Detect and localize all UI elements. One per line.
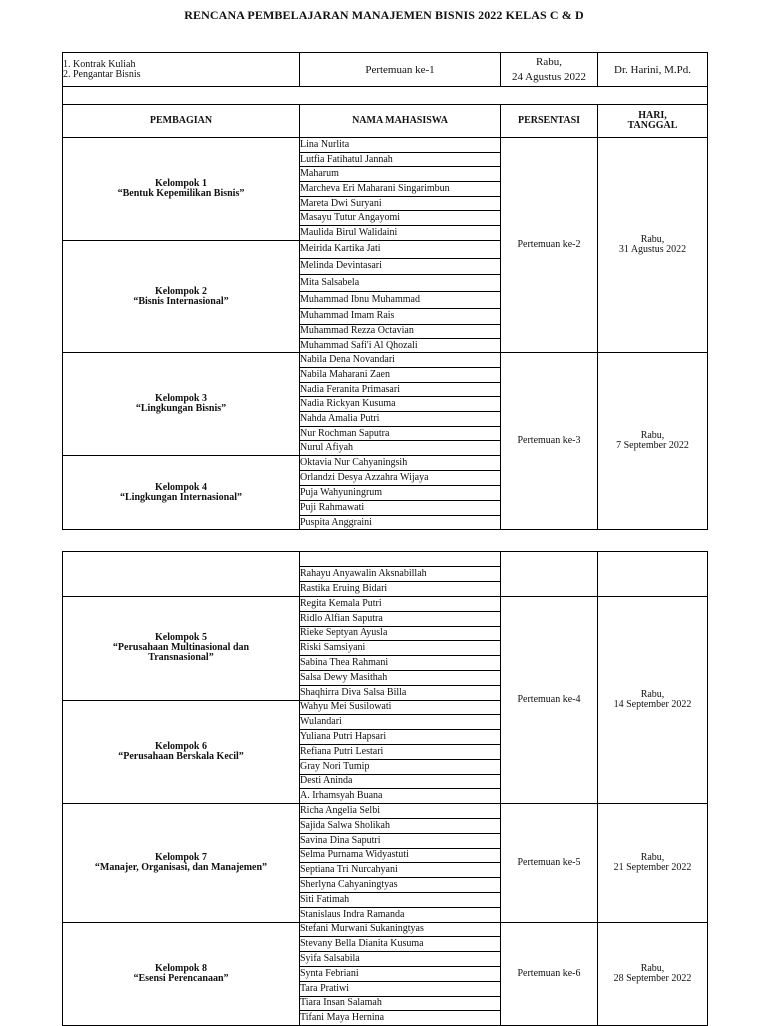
group-name: Kelompok 6 xyxy=(155,740,207,752)
student-name: Tiara Insan Salamah xyxy=(300,996,501,1011)
meeting-m3: Pertemuan ke-3 xyxy=(501,353,598,530)
empty-date-cell xyxy=(598,552,708,597)
intro-date xyxy=(501,53,598,87)
student-name: Richa Angelia Selbi xyxy=(300,804,501,819)
table-row xyxy=(63,353,708,368)
student-name: Nabila Dena Novandari xyxy=(300,353,501,368)
student-name: Oktavia Nur Cahyaningsih xyxy=(300,456,501,471)
student-name: Mareta Dwi Suryani xyxy=(300,196,501,211)
student-name: Ridlo Alfian Saputra xyxy=(300,611,501,626)
group-cell-g7 xyxy=(63,804,300,922)
student-name: Gray Nori Tumip xyxy=(300,759,501,774)
intro-topic-2: 2. Pengantar Bisnis xyxy=(63,68,141,80)
meeting-m4: Pertemuan ke-4 xyxy=(501,597,598,804)
student-name: Nadia Rickyan Kusuma xyxy=(300,397,501,412)
empty-meeting-cell xyxy=(501,552,598,597)
header-hari-tanggal xyxy=(598,105,708,138)
meeting-m5: Pertemuan ke-5 xyxy=(501,804,598,922)
schedule-table-2 xyxy=(62,551,708,1026)
student-name: Sabina Thea Rahmani xyxy=(300,656,501,671)
student-name: Muhammad Imam Rais xyxy=(300,308,501,324)
date-value: 31 Agustus 2022 xyxy=(618,244,687,256)
date-value: 21 September 2022 xyxy=(613,861,692,873)
student-name: Muhammad Rezza Octavian xyxy=(300,324,501,338)
student-name: Melinda Devintasari xyxy=(300,258,501,274)
group-cell-g8 xyxy=(63,922,300,1026)
schedule-table-1 xyxy=(62,52,708,530)
student-name: Tara Pratiwi xyxy=(300,981,501,996)
student-name: Lina Nurlita xyxy=(300,138,501,153)
group-topic: “Esensi Perencanaan” xyxy=(133,972,229,984)
header-row xyxy=(63,105,708,138)
student-name: Maulida Birul Walidaini xyxy=(300,226,501,241)
student-name: Nur Rochman Saputra xyxy=(300,426,501,441)
student-name: Meirida Kartika Jati xyxy=(300,240,501,258)
student-name: Stevany Bella Dianita Kusuma xyxy=(300,937,501,952)
student-name: Nabila Maharani Zaen xyxy=(300,368,501,383)
intro-day: Rabu, xyxy=(536,55,562,68)
student-name: Desti Aninda xyxy=(300,774,501,789)
student-name: Refiana Putri Lestari xyxy=(300,744,501,759)
student-name: Wulandari xyxy=(300,715,501,730)
date-m5 xyxy=(598,804,708,922)
student-name: Savina Dina Saputri xyxy=(300,833,501,848)
intro-meeting: Pertemuan ke-1 xyxy=(300,53,501,87)
group-name: Kelompok 3 xyxy=(155,393,207,405)
group-name: Kelompok 7 xyxy=(155,851,207,863)
student-name: Regita Kemala Putri xyxy=(300,597,501,612)
student-name: Maharum xyxy=(300,167,501,182)
student-name: A. Irhamsyah Buana xyxy=(300,789,501,804)
spacer-cell xyxy=(63,87,708,105)
group-topic: “Bisnis Internasional” xyxy=(133,295,229,307)
student-name: Septiana Tri Nurcahyani xyxy=(300,863,501,878)
group-topic: “Perusahaan Berskala Kecil” xyxy=(118,750,244,762)
date-day: Rabu, xyxy=(640,689,665,701)
student-name: Nadia Feranita Primasari xyxy=(300,382,501,397)
group-cell-g2 xyxy=(63,240,300,353)
intro-topic-1: 1. Kontrak Kuliah xyxy=(63,58,136,70)
group-cell-g6 xyxy=(63,700,300,804)
student-name: Selma Purnama Widyastuti xyxy=(300,848,501,863)
group-topic-line-1: “Perusahaan Multinasional dan xyxy=(112,642,250,654)
date-value: 14 September 2022 xyxy=(613,699,692,711)
group-topic: “Bentuk Kepemilikan Bisnis” xyxy=(117,187,245,199)
group-name: Kelompok 5 xyxy=(155,632,207,644)
student-name: Tifani Maya Hernina xyxy=(300,1011,501,1026)
group-topic: “Lingkungan Internasional” xyxy=(120,491,242,503)
student-name: Puji Rahmawati xyxy=(300,501,501,516)
intro-date-value: 24 Agustus 2022 xyxy=(512,70,586,83)
group-cell-g5 xyxy=(63,597,300,701)
date-day: Rabu, xyxy=(640,962,665,974)
date-day: Rabu, xyxy=(640,851,665,863)
document-title: RENCANA PEMBELAJARAN MANAJEMEN BISNIS 2022 KELAS C & D xyxy=(184,8,584,22)
student-name: Rieke Septyan Ayusla xyxy=(300,626,501,641)
spacer-row xyxy=(63,87,708,105)
intro-topics xyxy=(63,53,300,87)
header-pembagian: PEMBAGIAN xyxy=(63,105,300,138)
group-topic-line-2: Transnasional” xyxy=(148,652,214,664)
student-name: Nahda Amalia Putri xyxy=(300,412,501,427)
header-hari: HARI, xyxy=(638,110,667,121)
date-m3 xyxy=(598,353,708,530)
group-cell-g3 xyxy=(63,353,300,456)
date-value: 28 September 2022 xyxy=(613,972,692,984)
student-name: Lutfia Fatihatul Jannah xyxy=(300,152,501,167)
group-name: Kelompok 8 xyxy=(155,962,207,974)
date-m6 xyxy=(598,922,708,1026)
student-name: Syifa Salsabila xyxy=(300,952,501,967)
table-row xyxy=(63,804,708,819)
date-value: 7 September 2022 xyxy=(616,440,689,452)
student-name: Yuliana Putri Hapsari xyxy=(300,730,501,745)
group-topic: “Lingkungan Bisnis” xyxy=(135,403,227,415)
student-name: Salsa Dewy Masithah xyxy=(300,670,501,685)
header-persentasi: PERSENTASI xyxy=(501,105,598,138)
student-name: Masayu Tutur Angayomi xyxy=(300,211,501,226)
student-name: Riski Samsiyani xyxy=(300,641,501,656)
date-day: Rabu, xyxy=(640,234,665,246)
student-name: Sherlyna Cahyaningtyas xyxy=(300,878,501,893)
student-name: Rastika Eruing Bidari xyxy=(300,582,501,597)
student-name: Puja Wahyuningrum xyxy=(300,486,501,501)
table-row xyxy=(63,597,708,612)
student-name: Puspita Anggraini xyxy=(300,516,501,530)
intro-lecturer: Dr. Harini, M.Pd. xyxy=(598,53,708,87)
group-name: Kelompok 4 xyxy=(155,481,207,493)
student-name: Mita Salsabela xyxy=(300,274,501,291)
student-name: Wahyu Mei Susilowati xyxy=(300,700,501,715)
group-name: Kelompok 1 xyxy=(155,177,207,189)
empty-group-cell xyxy=(63,552,300,597)
group-name: Kelompok 2 xyxy=(155,285,207,297)
date-day: Rabu, xyxy=(640,430,665,442)
group-cell-g1 xyxy=(63,138,300,241)
intro-row xyxy=(63,53,708,87)
student-name: Nurul Afiyah xyxy=(300,441,501,456)
student-name: Muhammad Ibnu Muhammad xyxy=(300,291,501,308)
student-name: Marcheva Eri Maharani Singarimbun xyxy=(300,182,501,197)
student-name: Stanislaus Indra Ramanda xyxy=(300,907,501,922)
date-m4 xyxy=(598,597,708,804)
student-name: Orlandzi Desya Azzahra Wijaya xyxy=(300,471,501,486)
header-tanggal: TANGGAL xyxy=(627,120,678,131)
meeting-m6: Pertemuan ke-6 xyxy=(501,922,598,1026)
empty-name-cell xyxy=(300,552,501,567)
student-name: Stefani Murwani Sukaningtyas xyxy=(300,922,501,937)
table-row xyxy=(63,138,708,153)
meeting-m2: Pertemuan ke-2 xyxy=(501,138,598,353)
header-nama: NAMA MAHASISWA xyxy=(300,105,501,138)
student-name: Rahayu Anyawalin Aksnabillah xyxy=(300,567,501,582)
table-row xyxy=(63,922,708,937)
date-m2 xyxy=(598,138,708,353)
student-name: Shaqhirra Diva Salsa Billa xyxy=(300,685,501,700)
group-cell-g4 xyxy=(63,456,300,530)
table-row xyxy=(63,552,708,567)
group-topic: “Manajer, Organisasi, dan Manajemen” xyxy=(94,861,268,873)
student-name: Sajida Salwa Sholikah xyxy=(300,818,501,833)
student-name: Synta Febriani xyxy=(300,966,501,981)
student-name: Siti Fatimah xyxy=(300,892,501,907)
student-name: Muhammad Safi'i Al Qhozali xyxy=(300,338,501,353)
